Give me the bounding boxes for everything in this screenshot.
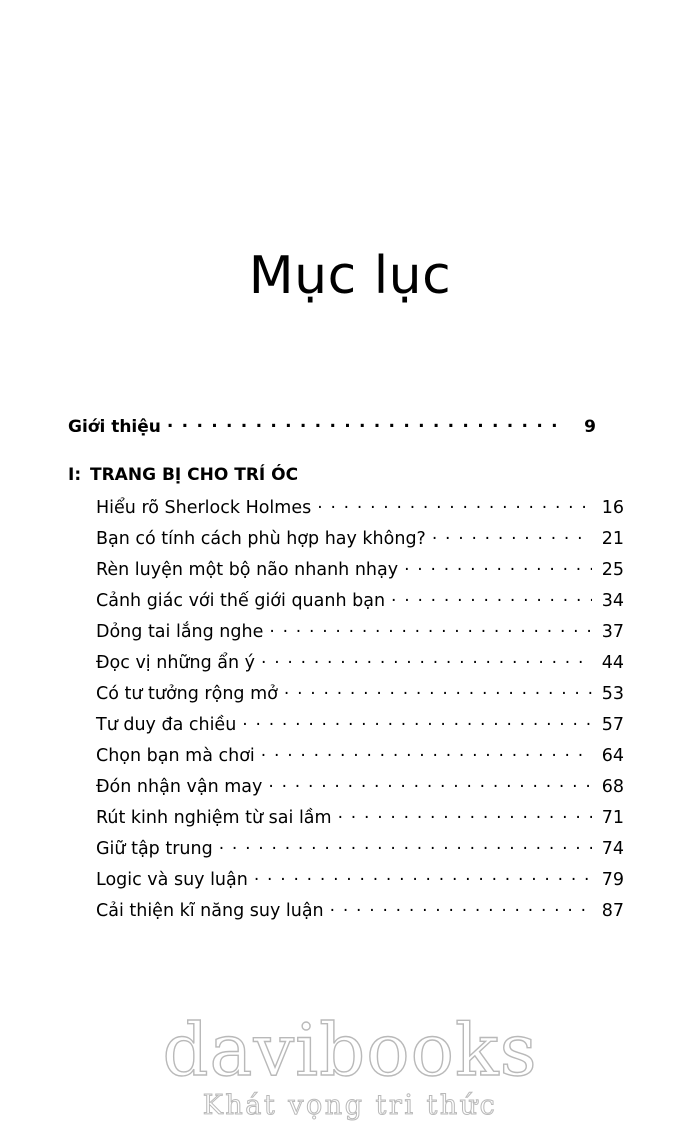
toc-entry-label: Hiểu rõ Sherlock Holmes: [96, 497, 312, 518]
toc-entry-label: Cải thiện kĩ năng suy luận: [96, 900, 324, 921]
toc-entry-page: 37: [601, 621, 624, 642]
toc-entry-page: 9: [584, 417, 596, 437]
toc-entry[interactable]: [68, 898, 624, 921]
toc-entry-label: Tư duy đa chiều: [96, 714, 237, 735]
toc-entry[interactable]: [68, 743, 624, 766]
toc-entry-page: 21: [601, 528, 624, 549]
toc-entry-page: 79: [601, 869, 624, 890]
toc-entry-page: 68: [601, 776, 624, 797]
toc-leader-dots: [167, 415, 564, 432]
toc-leader-dots: [317, 495, 592, 513]
toc-entry[interactable]: [68, 526, 624, 549]
toc-leader-dots: [330, 898, 592, 916]
toc-entry-label: Đón nhận vận may: [96, 776, 263, 797]
toc-leader-dots: [261, 743, 592, 761]
toc-leader-dots: [391, 588, 592, 606]
toc-leader-dots: [242, 712, 592, 730]
toc-entry[interactable]: [68, 805, 624, 828]
toc-entry[interactable]: [68, 867, 624, 890]
toc-entry[interactable]: [68, 836, 624, 859]
page-title: Mục lục: [248, 246, 452, 306]
toc-entry-page: 44: [601, 652, 624, 673]
watermark-logo: davibooks: [162, 1008, 538, 1092]
toc-entry-page: 53: [601, 683, 624, 704]
toc-entry-page: 71: [601, 807, 624, 828]
toc-entry-label: Có tư tưởng rộng mở: [96, 683, 278, 704]
toc-entry-label: Rút kinh nghiệm từ sai lầm: [96, 807, 332, 828]
toc-leader-dots: [432, 526, 592, 544]
toc-leader-dots: [268, 774, 592, 792]
table-of-contents: [68, 415, 624, 929]
toc-entry-label: Rèn luyện một bộ não nhanh nhạy: [96, 559, 399, 580]
toc-entry-label: Đọc vị những ẩn ý: [96, 652, 256, 673]
toc-entry-page: 16: [601, 497, 624, 518]
toc-entry-label: Logic và suy luận: [96, 869, 248, 890]
toc-entry-label: Bạn có tính cách phù hợp hay không?: [96, 528, 426, 549]
toc-entry-page: 57: [601, 714, 624, 735]
toc-leader-dots: [269, 619, 592, 637]
toc-entry[interactable]: [68, 588, 624, 611]
toc-leader-dots: [338, 805, 592, 823]
toc-entry-label: Cảnh giác với thế giới quanh bạn: [96, 590, 386, 611]
toc-entry-page: 25: [601, 559, 624, 580]
toc-entry[interactable]: [68, 557, 624, 580]
toc-leader-dots: [404, 557, 592, 575]
toc-section-label: TRANG BỊ CHO TRÍ ÓC: [90, 465, 299, 485]
toc-leader-dots: [284, 681, 592, 699]
toc-entry-label: Giữ tập trung: [96, 838, 213, 859]
watermark-tagline: Khát vọng tri thức: [202, 1090, 498, 1121]
toc-entry[interactable]: [68, 712, 624, 735]
toc-entry-introduction[interactable]: [68, 415, 596, 437]
toc-entry[interactable]: [68, 681, 624, 704]
toc-entry-page: 34: [601, 590, 624, 611]
toc-entry-page: 87: [601, 900, 624, 921]
toc-entry-label: Chọn bạn mà chơi: [96, 745, 255, 766]
toc-entry-page: 64: [601, 745, 624, 766]
toc-entry-label: Giới thiệu: [68, 417, 161, 437]
toc-leader-dots: [261, 650, 592, 668]
toc-entry[interactable]: [68, 650, 624, 673]
toc-entry[interactable]: [68, 495, 624, 518]
toc-leader-dots: [219, 836, 592, 854]
toc-entry[interactable]: [68, 774, 624, 797]
toc-entry[interactable]: [68, 619, 624, 642]
toc-entry-label: Dỏng tai lắng nghe: [96, 621, 264, 642]
toc-section-heading: [68, 465, 596, 485]
toc-section-number: I:: [68, 465, 82, 485]
toc-leader-dots: [254, 867, 592, 885]
toc-entry-page: 74: [601, 838, 624, 859]
